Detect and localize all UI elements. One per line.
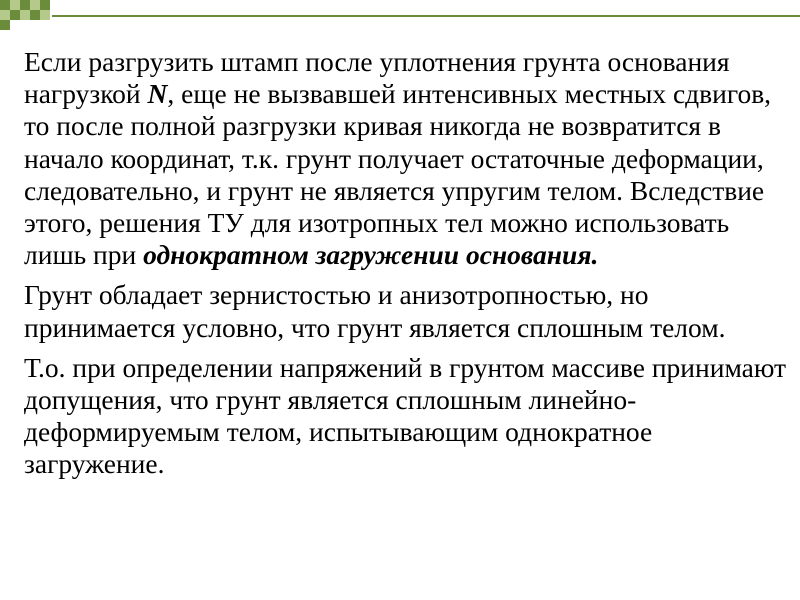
paragraph-1-text: Если разгрузить штамп после уплотнения грунта основания нагрузкой: [24, 46, 730, 110]
grid-square: [0, 20, 10, 30]
paragraph-3-text: Т.о. при определении напряжений в грунтом массиве принимают допущения, что грунт является сплошным линейно-деформируемым телом, испытывающим однократное загружение.: [24, 351, 787, 480]
checker-grid-icon: [0, 0, 60, 40]
paragraph-3: [22, 352, 792, 481]
grid-square: [30, 20, 40, 30]
grid-square: [10, 0, 20, 10]
grid-square: [20, 0, 30, 10]
grid-square: [20, 10, 30, 20]
top-rule: [52, 15, 800, 17]
grid-square: [30, 0, 40, 10]
paragraph-1-text-cont: , еще не вызвавшей интенсивных местных сдвигов, то после полной разгрузки кривая никогда не возвратится в начало координат, т.к. грунт получает остаточные деформации, следовательно, и грунт не является упругим телом. Вследствие этого, решения ТУ для изотропных тел можно использовать лишь при: [24, 78, 772, 271]
grid-square: [10, 20, 20, 30]
grid-square: [40, 0, 50, 10]
grid-square: [10, 10, 20, 20]
load-symbol-n: N: [147, 78, 168, 110]
emphasis-single-loading: однократном загружении основания.: [143, 239, 599, 271]
grid-square: [20, 20, 30, 30]
grid-square: [40, 20, 50, 30]
grid-square: [0, 0, 10, 10]
grid-square: [30, 10, 40, 20]
paragraph-2: [22, 279, 792, 343]
grid-square: [40, 10, 50, 20]
slide-body: [22, 46, 792, 481]
paragraph-1: [22, 46, 792, 271]
grid-square: [0, 10, 10, 20]
paragraph-2-text: Грунт обладает зернистостью и анизотропностью, но принимается условно, что грунт является сплошным телом.: [24, 279, 726, 343]
